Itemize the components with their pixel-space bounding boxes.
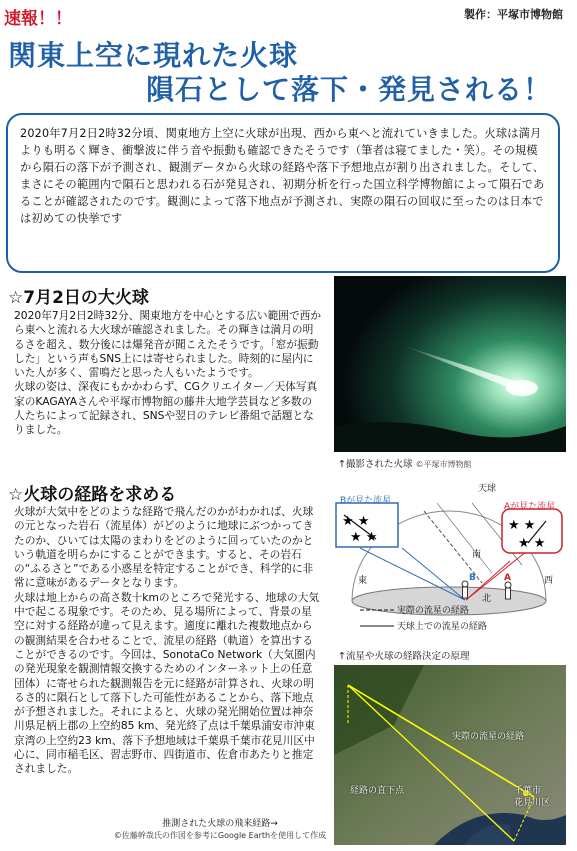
legend-item-sky xyxy=(360,619,487,635)
section-heading-path: ☆火球の経路を求める xyxy=(8,485,177,505)
east-label: 東 xyxy=(358,576,368,586)
map-caption xyxy=(60,818,380,842)
paragraph: 火球は地上からの高さ数十kmのところで発光する、地球の大気中で起こる現象です。そのため、見る場所によって、背景の星空に対する経路が違って見えます。適度に離れた複数地点からの観測結果を合わせることで、流星の経路（軌道）を算出することができるのです。今回は、SonotaCo Network（大気圏内の発光現象を観測情報交換するためのインターネット上の任意団体）に寄せられた観測報告を元に経路が計算され、火球の明るさ的に隕石として落下した可能性があることから、落下地点が予想されました。それによると、火球の発光開始位置は神奈川県足柄上郡の上空約85 km、発光終了点は千葉県浦安市沖東京湾の上空約23 km、落下予想地域は千葉県千葉市花見川区中心に、同市稲毛区、習志野市、四街道市、佐倉市あたりと推定されました。 xyxy=(14,590,320,776)
map-caption-text: 推測された火球の飛来経路→ xyxy=(162,819,278,829)
section-body-fireball xyxy=(14,309,322,438)
photo-caption xyxy=(338,456,472,470)
west-label: 西 xyxy=(544,576,554,586)
south-label: 南 xyxy=(472,550,482,560)
map-ground-label: 経路の直下点 xyxy=(350,786,405,796)
point-b-label: B xyxy=(469,573,476,583)
legend-label: 実際の流星の経路 xyxy=(396,606,469,616)
legend-item-actual xyxy=(360,603,487,619)
publisher-credit: 製作：平塚市博物館 xyxy=(464,8,563,21)
summary-text: 2020年7月2日2時32分頃、関東地方上空に火球が出現、西から東へと流れていきました。火球は満月よりも明るく輝き、衝撃波に伴う音や振動も確認できたそうです（筆者は寝てました・笑）。その規模から隕石の落下が予測され、観測データから火球の経路や落下予想地点が割り出されました。そして、まさにその範囲内で隕石と思われる石が発見され、初期分析を行った国立科学博物館によって隕石であることが確認されたのです。観測によって落下地点が予測され、実際の隕石の回収に至ったのは日本では初めての快挙です xyxy=(20,127,545,225)
dashed-line-swatch xyxy=(360,607,394,613)
a-view-label: Aが見た流星 xyxy=(504,502,556,512)
paragraph: 2020年7月2日2時32分、関東地方を中心とする広い範囲で西から東へと流れる大火球が確認されました。その輝きは満月の明るさを超え、数分後には爆発音が聞こえたそうです。「窓が振動した」という声もSNS上には寄せられました。時刻的に屋内にいた人が多く、雷鳴だと思った人もいたようです。 xyxy=(14,309,322,380)
observer-b-figure xyxy=(462,581,468,598)
map-city-label: 千葉市 花見川区 xyxy=(514,786,551,808)
legend-label: 天球上での流星の経路 xyxy=(396,622,487,632)
map-credit: ©佐藤幹哉氏の作図を参考にGoogle Earthを使用して作成 xyxy=(113,831,327,840)
map-path-label: 実際の流星の経路 xyxy=(452,732,525,742)
summary-box xyxy=(6,113,560,273)
paragraph: 火球が大気中をどのような経路で飛んだのかがわかれば、火球の元となった岩石（流星体）がどのように地球にぶつかってきたのか、ひいては太陽のまわりをどのように回っていたのかという軌道を明らかにすることができます。すると、その岩石の“ふるさと”である小惑星を特定することができ、科学的に非常に意味があるデータとなります。 xyxy=(14,505,314,590)
photo-caption-text: ↑撮影された火球 xyxy=(338,459,413,470)
star-icon: ★ ★ xyxy=(342,514,370,529)
diagram-legend xyxy=(360,603,487,635)
north-label: 北 xyxy=(482,594,492,604)
photo-credit: ©平塚市博物館 xyxy=(415,460,472,469)
projection-line xyxy=(437,503,492,573)
headline-line-1: 関東上空に現れた火球 xyxy=(8,39,299,72)
star-icon: ★ ★ xyxy=(508,518,536,533)
fireball-photo-image xyxy=(334,276,566,452)
observer-a-figure xyxy=(505,582,511,599)
star-icon: ★ ★ xyxy=(518,536,546,551)
sky-label: 天球 xyxy=(478,484,497,494)
solid-line-swatch xyxy=(360,623,394,629)
fireball-photo xyxy=(334,276,566,452)
point-a-label: A xyxy=(504,573,511,583)
b-view-label: Bが見た流星 xyxy=(340,496,392,506)
section-heading-fireball: ☆7月2日の大火球 xyxy=(8,288,149,308)
diagram-caption: ↑流星や火球の経路決定の原理 xyxy=(338,651,470,662)
star-icon: ★ ★ xyxy=(350,530,378,545)
section-body-path xyxy=(14,505,322,777)
breaking-news-label: 速報！！ xyxy=(4,9,72,29)
paragraph: 火球の姿は、深夜にもかかわらず、CGクリエイター／天体写真家のKAGAYAさんや平塚市博物館の藤井大地学芸員など多数の人たちによって記録され、SNSや翌日のテレビ番組で話題となりました。 xyxy=(14,380,318,437)
headline-line-2: 隕石として落下・発見される！ xyxy=(146,73,553,106)
